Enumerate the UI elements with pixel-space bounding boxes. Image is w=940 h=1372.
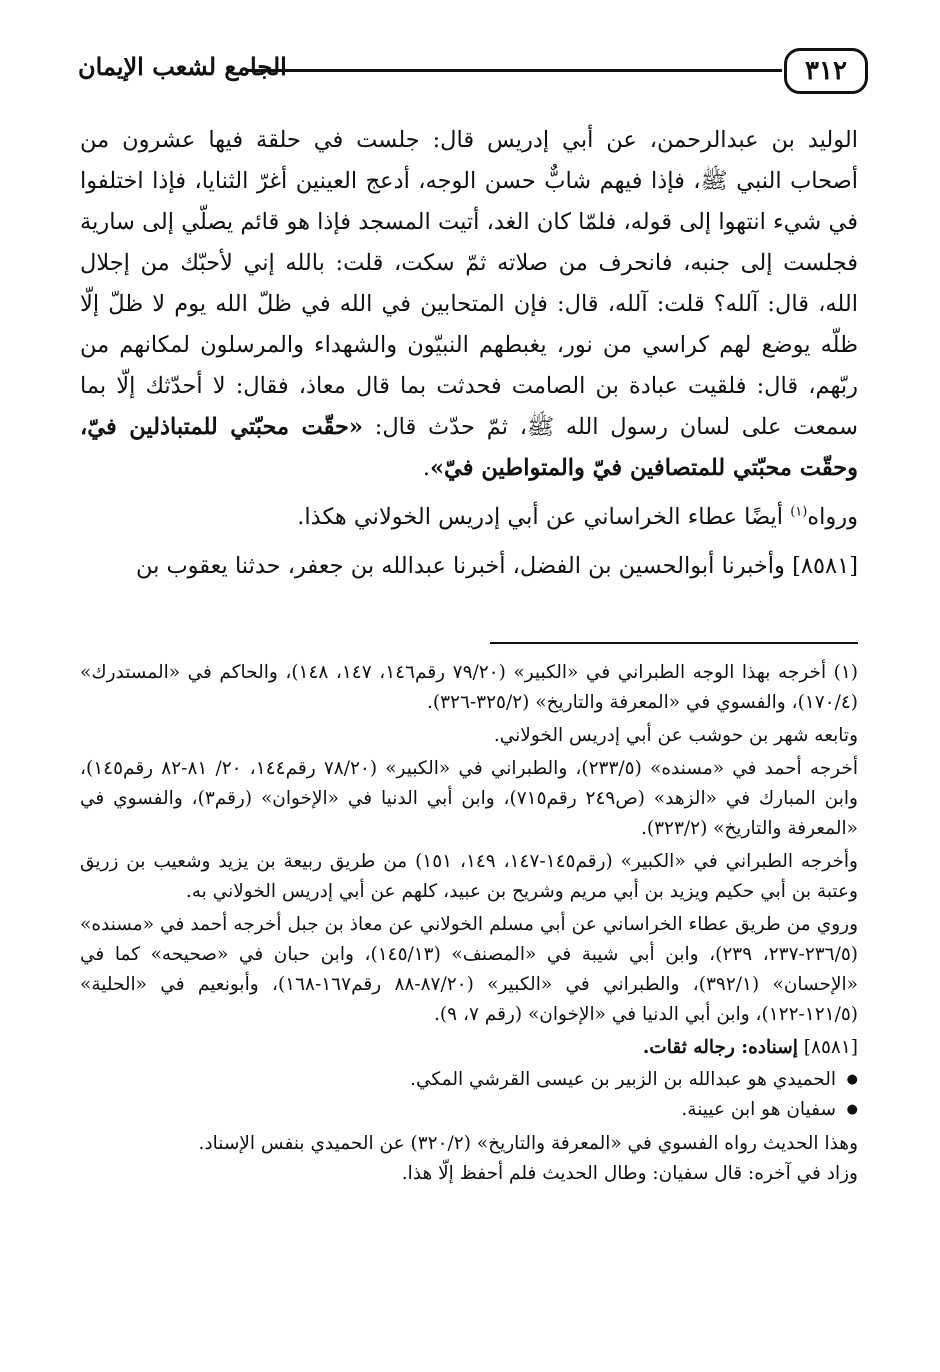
narrator-list <box>80 1065 858 1125</box>
isnad-note <box>80 1033 858 1063</box>
hadith-number: [٨٥٨١] <box>792 553 858 579</box>
footnotes <box>80 658 858 1189</box>
running-title: الجامع لشعب الإيمان <box>78 52 287 81</box>
list-item: ● سفيان هو ابن عيينة. <box>80 1095 836 1125</box>
riwaya-paragraph <box>80 497 858 538</box>
footnote-1: (١) أخرجه بهذا الوجه الطبراني في «الكبير» (٧٩/٢٠ رقم١٤٦، ١٤٧، ١٤٨)، والحاكم في «المستدرك» (١٧٠/٤)، والفسوي في «المعرفة والتاريخ» (٣٢٥/٢-٣٢٦). <box>80 662 859 713</box>
footnote-rule <box>490 642 858 644</box>
hadith-paragraph <box>80 120 858 489</box>
riwaya-text-end: أيضًا عطاء الخراساني عن أبي إدريس الخولاني هكذا. <box>297 504 791 530</box>
page-header <box>78 48 868 98</box>
isnad-verdict: إسناده: رجاله ثقات. <box>642 1037 798 1058</box>
footnote-marker: (١) <box>790 504 808 520</box>
footnote-note: وروي من طريق عطاء الخراساني عن أبي مسلم الخولاني عن معاذ بن جبل أخرجه أحمد في «مسنده» (٢٣٦/٥-٢٣٧، ٢٣٩)، وابن أبي شيبة في «المصنف» (١٤٥/١٣)، وابن حبان في «صحيحه» كما في «الإحسان» (٣٩٢/١)، والطبراني في «الكبير» (٨٧/٢٠-٨٨ رقم١٦٧-١٦٨)، وأبونعيم في «الحلية» (١٢١/٥-١٢٢)، وابن أبي الدنيا في «الإخوان» (رقم ٧، ٩). <box>80 914 859 1025</box>
footnote-note: وهذا الحديث رواه الفسوي في «المعرفة والتاريخ» (٣٢٠/٢) عن الحميدي بنفس الإسناد. <box>198 1133 858 1154</box>
isnad-number: [٨٥٨١] <box>797 1037 858 1058</box>
main-text <box>80 120 858 587</box>
footnote-note: وتابعه شهر بن حوشب عن أبي إدريس الخولاني. <box>493 725 858 746</box>
header-rule <box>246 69 782 72</box>
hadith-text: الوليد بن عبدالرحمن، عن أبي إدريس قال: جلست في حلقة فيها عشرون من أصحاب النبي ﷺ، فإذا فيهم شابٌّ حسن الوجه، أدعج العينين أغرّ الثنايا، فإذا اختلفوا في شيء انتهوا إلى قوله، فلمّا كان الغد، أتيت المسجد فإذا هو قائم يصلّي إلى سارية فجلست إلى جنبه، فانحرف من صلاته ثمّ سكت، قلت: بالله إني لأحبّك من إجلال الله، قال: آلله؟ قلت: آلله، قال: فإن المتحابين في الله في ظلّ الله يوم لا ظلّ إلّا ظلّه يوضع لهم كراسي من نور، يغبطهم النبيّون والشهداء والمرسلون لمكانهم من ربّهم، قال: فلقيت عبادة بن الصامت فحدثت بما قال معاذ، فقال: لا أحدّثك إلّا بما سمعت على لسان رسول الله ﷺ، ثمّ حدّث قال: <box>80 127 858 440</box>
list-item: ● الحميدي هو عبدالله بن الزبير بن عيسى القرشي المكي. <box>80 1065 836 1095</box>
riwaya-text-start: ورواه <box>807 504 858 530</box>
hadith-quote: «حقّت محبّتي للمتباذلين فيّ، وحقّت محبّتي للمتصافين فيّ والمتواطين فيّ» <box>80 414 858 481</box>
isnad-paragraph <box>80 546 858 587</box>
page-number: ٣١٢ <box>784 48 868 94</box>
footnote-note: وأخرجه الطبراني في «الكبير» (رقم١٤٥-١٤٧، ١٤٩، ١٥١) من طريق ربيعة بن يزيد وشعيب بن زريق وعتبة بن أبي حكيم ويزيد بن أبي مريم وشريح بن عبيد، كلهم عن أبي إدريس الخولاني به. <box>80 851 858 902</box>
isnad-text: وأخبرنا أبوالحسين بن الفضل، أخبرنا عبدالله بن جعفر، حدثنا يعقوب بن <box>135 553 793 579</box>
footnote-note: أخرجه أحمد في «مسنده» (٢٣٣/٥)، والطبراني في «الكبير» (٧٨/٢٠ رقم١٤٤، ٢٠/ ٨١-٨٢ رقم١٤٥)، وابن المبارك في «الزهد» (ص٢٤٩ رقم٧١٥)، وابن أبي الدنيا في «الإخوان» (رقم٣)، والفسوي في «المعرفة والتاريخ» (٣٢٣/٢). <box>80 758 858 839</box>
hadith-end: . <box>422 455 430 481</box>
footnote-note: وزاد في آخره: قال سفيان: وطال الحديث فلم أحفظ إلّا هذا. <box>401 1163 858 1184</box>
